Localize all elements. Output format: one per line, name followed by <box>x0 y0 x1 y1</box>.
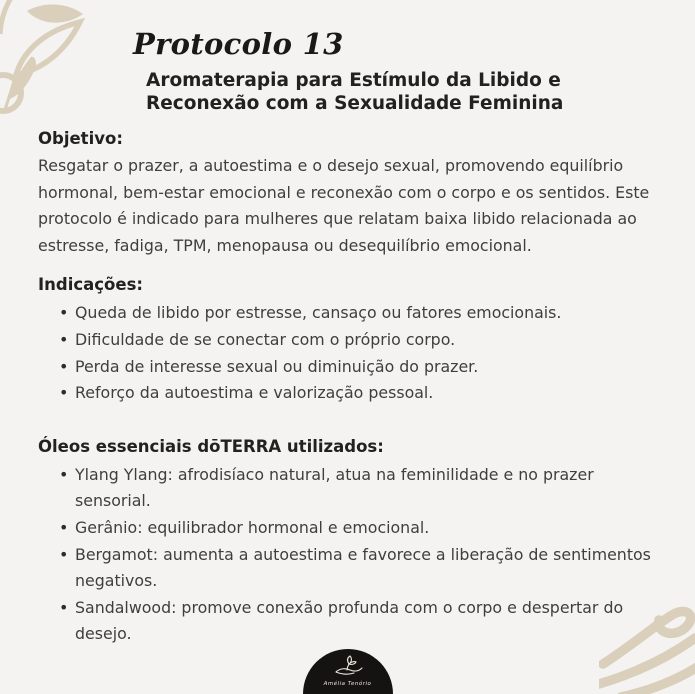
objetivo-heading: Objetivo: <box>38 129 123 148</box>
indicacoes-heading: Indicações: <box>38 275 143 295</box>
oleos-list <box>38 462 655 648</box>
list-item: • Dificuldade de se conectar com o próprio corpo. <box>38 327 655 354</box>
section-oleos <box>38 434 655 648</box>
list-item: • Perda de interesse sexual ou diminuição do prazer. <box>38 354 655 381</box>
document-body <box>0 115 695 648</box>
oleos-heading: Óleos essenciais dōTERRA utilizados: <box>38 436 384 456</box>
indicacoes-list <box>38 300 655 406</box>
list-item: • Reforço da autoestima e valorização pessoal. <box>38 380 655 407</box>
floral-ornament-icon <box>0 0 102 126</box>
page-subtitle: Aromaterapia para Estímulo da Libido e Reconexão com a Sexualidade Feminina <box>146 70 564 114</box>
section-objetivo <box>38 126 655 259</box>
objetivo-paragraph: Resgatar o prazer, a autoestima e o desejo sexual, promovendo equilíbrio hormonal, bem-estar emocional e reconexão com o corpo e os sentidos. Este protocolo é indicado para mulheres que relatam baixa libido relacionada ao estresse, fadiga, TPM, menopausa ou desequilíbrio emocional. <box>38 156 650 255</box>
list-item: • Bergamot: aumenta a autoestima e favorece a liberação de sentimentos negativos. <box>38 542 655 595</box>
list-item: • Queda de libido por estresse, cansaço ou fatores emocionais. <box>38 300 655 327</box>
page-title: Protocolo 13 <box>133 27 344 61</box>
brand-badge <box>303 649 393 694</box>
list-item: • Ylang Ylang: afrodisíaco natural, atua na feminilidade e no prazer sensorial. <box>38 462 655 515</box>
hand-holding-flower-icon <box>332 654 364 680</box>
brand-name: Amélia Tenório <box>323 681 372 687</box>
list-item: • Sandalwood: promove conexão profunda com o corpo e despertar do desejo. <box>38 595 655 648</box>
list-item: • Gerânio: equilibrador hormonal e emocional. <box>38 515 655 542</box>
section-indicacoes <box>38 272 655 406</box>
